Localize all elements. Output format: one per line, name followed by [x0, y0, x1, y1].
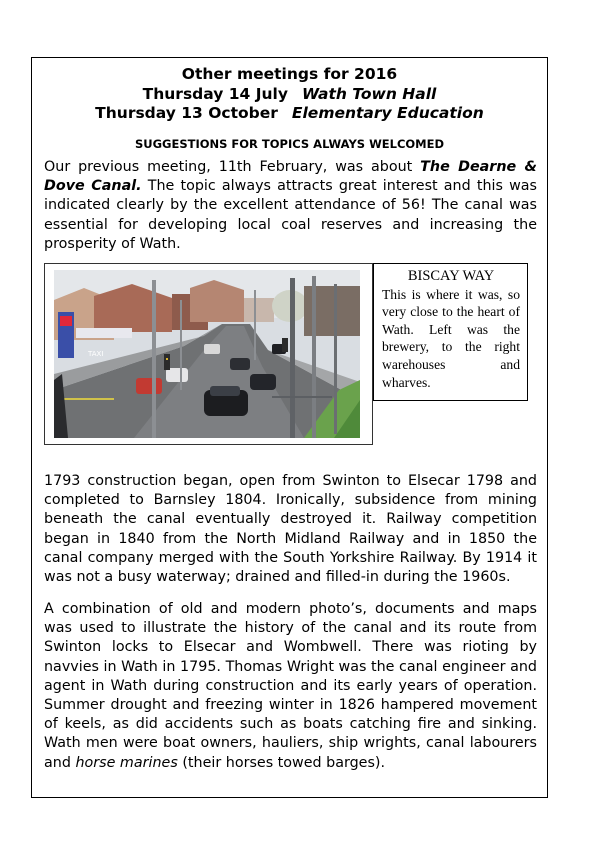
details-paragraph	[44, 600, 537, 773]
meeting-date: Thursday 14 July	[142, 85, 288, 103]
intro-text-continued: The topic always attracts great interest and this was indicated clearly by the excellent attendance of 56! The canal was essential for developing local coal reserves and increasing the prosperity of Wath.	[44, 178, 537, 252]
history-paragraph: 1793 construction began, open from Swinton to Elsecar 1798 and completed to Barnsley 1804. Ironically, subsidence from mining beneath the canal eventually destroyed it. Railway competition began in 1840 from the North Midland Railway and in 1850 the canal company merged with the South Yorkshire Railway. By 1914 it was not a busy waterway; drained and filled-in during the 1960s.	[44, 473, 537, 586]
canal-street-photo	[44, 263, 373, 445]
meeting-topic: Wath Town Hall	[301, 85, 437, 103]
details-text: A combination of old and modern photo’s, documents and maps was used to illustrate the history of the canal and its route from Swinton locks to Elsecar and Wombwell. There was rioting by navvies in Wath in 1795. Thomas Wright was the canal engineer and agent in Wath during construction and its early years of operation. Summer drought and freezing winter in 1826 hampered movement of keels, as did accidents such as boats catching fire and sinking. Wath men were boat owners, hauliers, ship wrights, canal labourers and	[44, 601, 537, 771]
details-italic-term: horse marines	[75, 754, 178, 771]
street-scene-image	[45, 264, 372, 444]
meeting-row-2	[31, 103, 548, 123]
meetings-title: Other meetings for 2016	[181, 65, 398, 83]
photo-caption	[373, 263, 528, 401]
taxi-sign: TAXI	[88, 350, 104, 358]
caption-text: This is where it was, so very close to the heart of Wath. Left was the brewery, to the right warehouses and wharves.	[382, 286, 520, 390]
details-text-tail: (their horses towed barges).	[177, 754, 386, 771]
caption-title: BISCAY WAY	[407, 268, 495, 284]
meeting-subject: The Dearne & Dove Canal.	[44, 159, 537, 195]
meeting-row-1	[31, 84, 548, 104]
meeting-date: Thursday 13 October	[95, 104, 278, 122]
meeting-topic: Elementary Education	[291, 104, 484, 122]
intro-text: Our previous meeting, 11th February, was about	[44, 159, 421, 175]
intro-paragraph	[44, 158, 537, 254]
suggestions-note: SUGGESTIONS FOR TOPICS ALWAYS WELCOMED	[134, 137, 445, 151]
